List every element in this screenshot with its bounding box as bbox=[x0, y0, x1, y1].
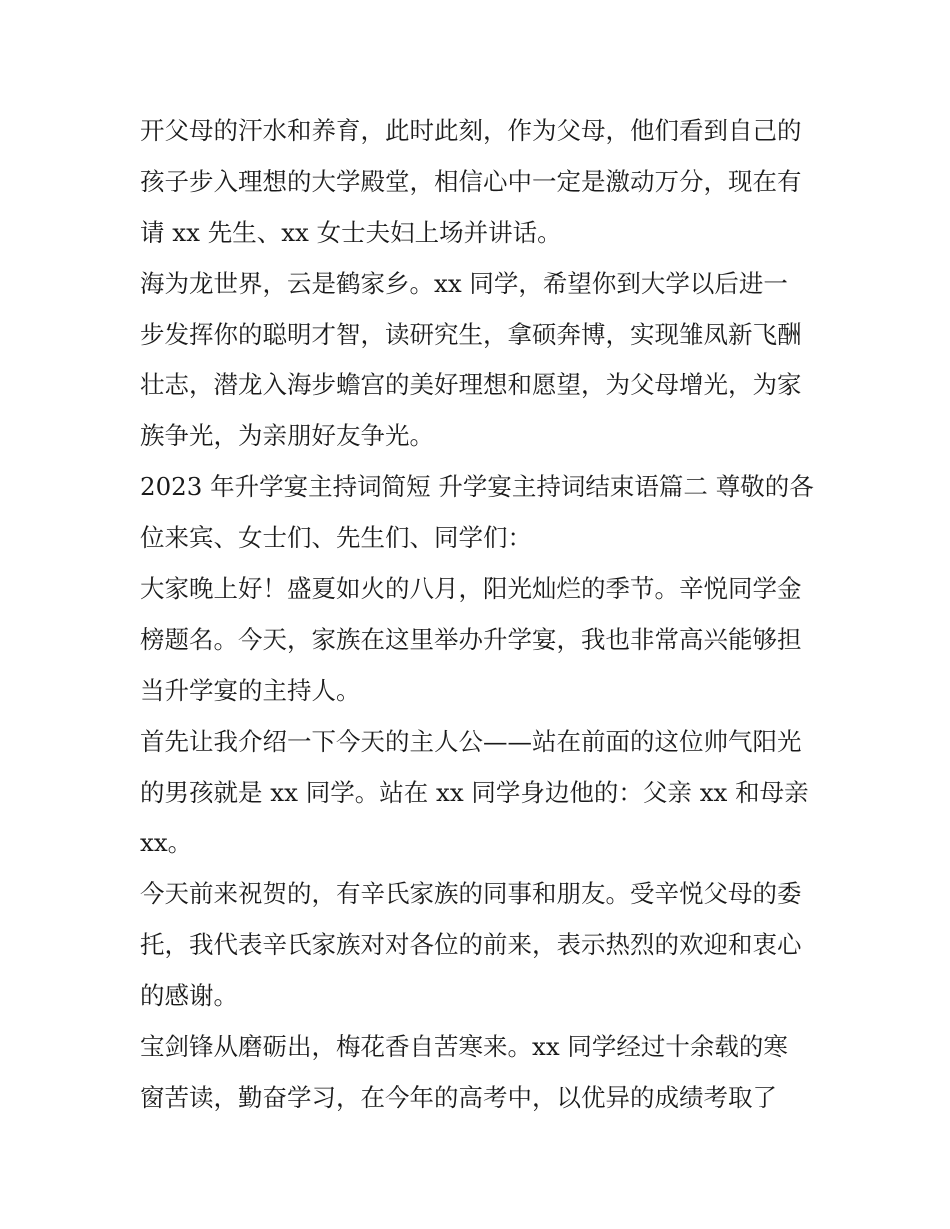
text-line: 今天前来祝贺的，有辛氏家族的同事和朋友。受辛悦父母的委 bbox=[140, 879, 802, 909]
text-line: 托，我代表辛氏家族对对各位的前来，表示热烈的欢迎和衷心 bbox=[140, 930, 802, 960]
document-body bbox=[140, 106, 820, 1124]
text-line: 孩子步入理想的大学殿堂，相信心中一定是激动万分，现在有 bbox=[140, 166, 802, 196]
text-line: xx。 bbox=[140, 828, 193, 858]
text-line: 窗苦读，勤奋学习，在今年的高考中，以优异的成绩考取了 bbox=[140, 1082, 777, 1112]
text-line: 壮志，潜龙入海步蟾宫的美好理想和愿望，为父母增光，为家 bbox=[140, 370, 802, 400]
text-line: 位来宾、女士们、先生们、同学们： bbox=[140, 523, 532, 553]
text-line: 榜题名。今天，家族在这里举办升学宴，我也非常高兴能够担 bbox=[140, 624, 802, 654]
text-line: 请 xx 先生、xx 女士夫妇上场并讲话。 bbox=[140, 217, 562, 247]
text-line: 首先让我介绍一下今天的主人公——站在前面的这位帅气阳光 bbox=[140, 726, 802, 756]
text-line: 的男孩就是 xx 同学。站在 xx 同学身边他的：父亲 xx 和母亲 bbox=[140, 777, 809, 807]
text-line: 的感谢。 bbox=[140, 981, 238, 1011]
section-heading-line: 2023 年升学宴主持词简短 升学宴主持词结束语篇二 尊敬的各 bbox=[140, 472, 814, 502]
text-line: 大家晚上好！盛夏如火的八月，阳光灿烂的季节。辛悦同学金 bbox=[140, 574, 802, 604]
text-line: 海为龙世界，云是鹤家乡。xx 同学，希望你到大学以后进一 bbox=[140, 268, 788, 298]
text-line: 开父母的汗水和养育，此时此刻，作为父母，他们看到自己的 bbox=[140, 116, 802, 145]
text-line: 步发挥你的聪明才智，读研究生，拿硕奔博，实现雏凤新飞酬 bbox=[140, 319, 802, 349]
text-line: 宝剑锋从磨砺出，梅花香自苦寒来。xx 同学经过十余载的寒 bbox=[140, 1032, 788, 1062]
text-line: 当升学宴的主持人。 bbox=[140, 675, 361, 705]
text-line: 族争光，为亲朋好友争光。 bbox=[140, 421, 434, 451]
